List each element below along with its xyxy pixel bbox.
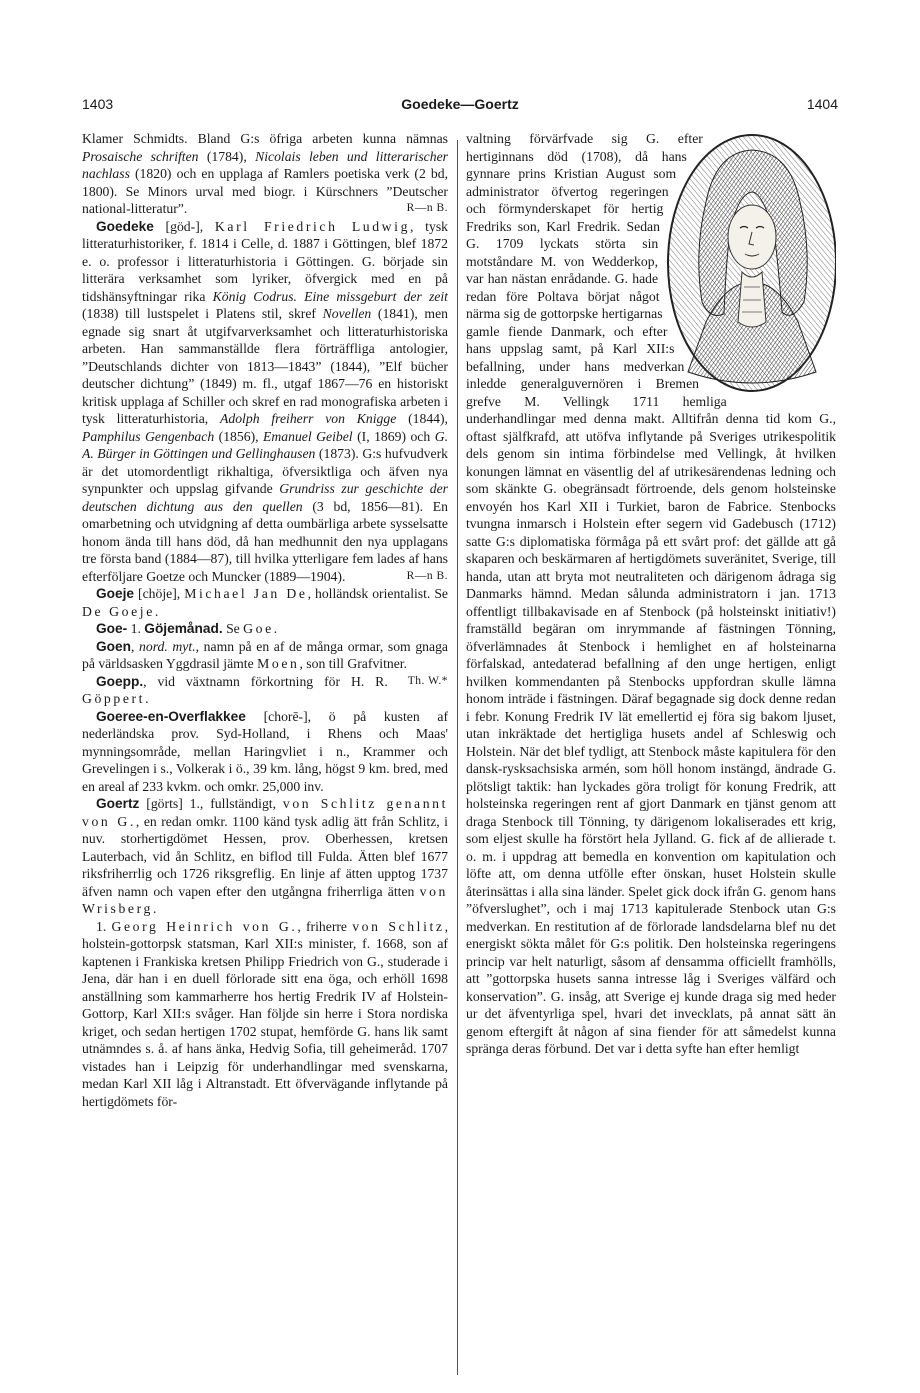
- entry-goepp: Goepp., vid växtnamn förkortning för H. R. Göppert.: [82, 673, 388, 706]
- running-title: Goedeke—Goertz: [401, 96, 519, 112]
- right-column: [466, 130, 836, 1390]
- entry-goe: Goe- 1. Göjemånad. Se Goe.: [96, 621, 278, 636]
- left-column: [82, 130, 448, 1390]
- cross-reference: Moen: [257, 656, 300, 671]
- entry-goeje: Goeje [chöje], Michael Jan De, holländsk orientalist. Se De Goeje.: [82, 586, 448, 619]
- cross-reference: Goe: [243, 621, 274, 636]
- headword: Goeje: [96, 586, 135, 601]
- headword: Goepp.: [96, 673, 144, 689]
- cross-reference: De Goeje: [82, 603, 155, 619]
- author-signature: R—n B.: [406, 569, 448, 582]
- entry-goertz-continued: valtning förvärfvade sig G. efter hertiginnans död (1708), då hans gynnare prins Kristian August som administrator öfvertog regeringen och förmynderskapet för hertig Fredriks son, Karl Fredrik. Sedan G. 1709 lyckats störta sin motståndare M. von Wedderkop, var han nästan enrådande. G. hade redan före Poltava börjat något närma sig de gottorpske hertigarnas gamle fiende Danmark, och efter hans uppslag samt, på Karl XII:s befallning, under hans medverkan inledde generalguvernören i Bremen grefve M. Vellingk 1711 hemliga underhandlingar med denna makt. Alltifrån denna tid kom G., oftast själfkrafd, att utöfva inflytande på Sveriges utrikespolitik dels genom sin intima förbindelse med Vellingk, åt hvilken konungen lämnat en väsentlig del af utrikesärendenas ledning och som skänkte G. obegränsadt förtroende, dels genom holsteinske envoyén hos Karl XII i Turkiet, baron de Fabrice. Stenbocks tvungna inmarsch i Holstein efter segern vid Gadebusch (1712) satte G:s diplomatiska förmåga på ett svårt prof: det gällde att gå skaparen och beskärmaren af hertigdömets suveränitet, Sverige, till handa, utan att bryta mot neutraliteten och därigenom ådraga sig Danmarks hämnd. Medan sålunda administratorn i jan. 1713 offentligt tillbakavisade en af Stenbock (på holsteinskt initiativ!) framställd begäran om inrymmande af fästningen Tönning, öfverlämnades åt Stenbock i hemlighet en af holsteinarna förfalskad, antedaterad befallning af den unge hertigen, enligt hvilken kommendanten på Stenbocks uppfordran skulle lämna honom inträde i fästningen. Däraf begagnade sig dock denne redan i febr. Konung Fredrik IV lät emellertid ej föra sig bakom ljuset, utan inkräktade det hertigliga husets andel af Schleswig och Holstein. När det blef tydligt, att Stenbock måste kapitulera för den dansk-rysksachsiska armén, som höll honom instängd, ändrade G. plötsligt taktik: han lyckades göra troligt för konung Fredrik, att holsteinska regeringen rent af gjort Danmark en tjänst genom att draga Stenbock till Tönning, ty därigenom lokaliserades ett krig, som eljest skulle ha förstört hela Jylland. G. fick af de allierade t. o. m. i uppdrag att bemedla en konvention om kapitulation och löfte att, om denna utfölle efter önskan, huset Holstein skulle återinsättas i alla sina länder. Spelet gick dock ifrån G. genom hans ”öfverslughet”, och i maj 1713 kapitulerade Stenbock utan G:s medverkan. En restitution af de förlorade landsdelarna blef nu det energiskt sökta målet för G:s politik. Den holsteinska regeringens princip var helt naturligt, såsom af densamma officiellt framhölls, att ”gottorpska husets sanna intresse låg i Sveriges välfärd och konservation”. G. insåg, att Sverige ej kunde draga sig med heder ur det äfventyrliga spel, hvari det invecklats, på annat sätt än genom eftergift åt någon af sina fiender för att såmedelst kunna spränga deras förbund. Det var i detta syfte han efter hemligt: [466, 131, 836, 1056]
- entry-goertz-georg: 1. Georg Heinrich von G., friherre von Schlitz, holstein-gottorpsk statsman, Karl XII:s minister, f. 1668, son af kaptenen i Frankiska kretsen Philipp Friedrich von G., studerade i Jena, där han i en duell förlorade sitt ena öga, och erhöll 1698 anställning som kammarherre hos hertig Fredrik IV af Holstein-Gottorp, Karl XII:s svåger. Han följde sin herre i Stora nordiska kriget, och sedan hertigen 1702 stupat, hemförde G. hans lik samt utnämndes s. å. af hans änka, Hedvig Sofia, till geheimeråd. 1707 vistades han i Leipzig för underhandlingar med svenskarna, medan Karl XII låg i Altranstadt. Ett öfvervägande inflytande på hertigdömets för-: [82, 918, 448, 1109]
- author-signature: R—n B.: [406, 202, 448, 214]
- headword: Goen: [96, 638, 131, 654]
- page-number-left: 1403: [82, 96, 114, 112]
- entry-goertz: Goertz [görts] 1., fullständigt, von Schlitz genannt von G., en redan omkr. 1100 känd tysk adlig ätt från Schlitz, i nuv. storhertigdömet Hessen, prov. Oberhessen, kretsen Lauterbach, vid ån Schlitz, en biflod till Fulda. Ätten blef 1677 riksfriherrlig och 1726 riksgreflig. En linje af ätten upptog 1737 äfven namn och vapen efter den utgångna friherrliga ätten von Wrisberg.: [82, 796, 448, 916]
- headword: Goedeke: [96, 218, 154, 234]
- page-header: [82, 96, 838, 116]
- cross-reference: Göppert: [82, 691, 146, 706]
- entry-goeree: Goeree-en-Overflakkee [chorē-], ö på kusten af nederländska prov. Syd-Holland, i Rhens och Maas' mynningsområde, mellan Haringvliet i n., Krammer och Grevelingen i s., Volkerak i ö., 39 km. lång, högst 9 km. bred, med en areal af 233 kvkm. och omkr. 25,000 inv.: [82, 708, 448, 794]
- entry-goedeke: Goedeke [göd-], Karl Friedrich Ludwig, tysk litteraturhistoriker, f. 1814 i Celle, d. 1887 i Göttingen, blef 1872 e. o. professor i litteraturhistoria i Göttingen. G. började sin litterära verksamhet som lyriker, öfvergick med en på tidshänsyftningar rika König Codrus. Eine missgeburt der zeit (1838) till lustspelet i Platens stil, skref Novellen (1841), men egnade sig snart åt utgifvarverksamhet och litteraturhistoriska arbeten. Han sammanställde flera förträffliga antologier, ”Deutschlands dichter von 1813—1843” (1844), ”Elf bücher deutscher dichtung” (1849) m. fl., utgaf 1867—76 en historiskt kritisk upplaga af Schiller och skref en rad monografiska arbeten i tysk litteraturhistoria, Adolph freiherr von Knigge (1844), Pamphilus Gengenbach (1856), Emanuel Geibel (I, 1869) och G. A. Bürger in Göttingen und Gellinghausen (1873). G:s hufvudverk är det utomordentligt rikhaltiga, öfversiktliga och äfven nya synpunkter och uppslag gifvande Grundriss zur geschichte der deutschen dichtung aus den quellen (3 bd, 1856—81). En omarbetning och utvidgning af detta oumbärliga arbete sysselsatte honom ända till hans död, då han medhunnit den nya upplagans tre första band (1884—87), till hvilka ytterligare fem lades af hans efterföljare Goetze och Muncker (1889—1904). R—n B.: [82, 218, 448, 584]
- headword: Goe-: [96, 621, 128, 636]
- column-divider: [457, 140, 458, 1375]
- entry-continuation: Klamer Schmidts. Bland G:s öfriga arbeten kunna nämnas Prosaische schriften (1784), Nicolais leben und litterarischer nachlass (1820) och en upplaga af Ramlers poetiska verk (2 bd, 1800). Se Minors urval med biogr. i Kürschners ”Deutscher national-litteratur”. R—n B.: [82, 131, 448, 216]
- author-signature: Th. W.*: [407, 674, 448, 687]
- page-number-right: 1404: [806, 96, 838, 112]
- entry-goen: Goen, nord. myt., namn på en af de många ormar, som gnaga på världsasken Yggdrasil jämte Moen, son till Grafvitner. Th. W.*: [82, 638, 448, 673]
- portrait-image: [666, 132, 836, 394]
- headword: Goeree-en-Overflakkee: [96, 708, 246, 724]
- headword: Goertz: [96, 796, 140, 811]
